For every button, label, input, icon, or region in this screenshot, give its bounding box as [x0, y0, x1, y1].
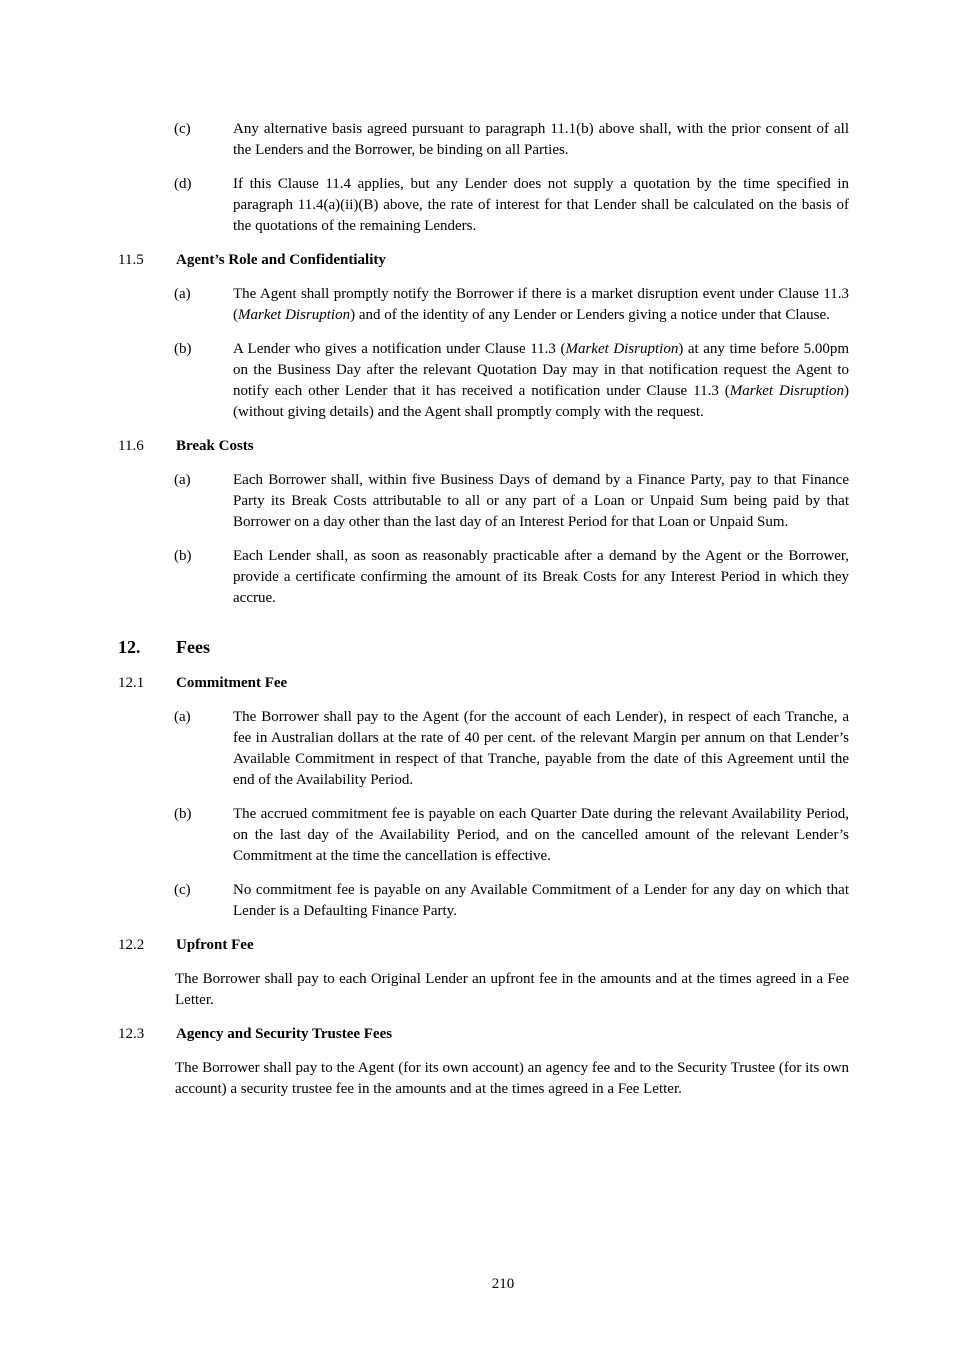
text-run: If this Clause 11.4 applies, but any Lender does not supply a quotation by the time specified in paragraph 11.4(a)(ii)(B) above, the rate of interest for that Lender shall be calculated on the basis of the quotations of the remaining Lenders. [233, 176, 849, 234]
clause-letter: (b) [174, 548, 192, 564]
text-run: The Agent shall promptly notify the Borrower if there is a market disruption event under Clause 11.3 ( [233, 286, 849, 323]
text-run: The Borrower shall pay to the Agent (for the account of each Lender), in respect of each Tranche, a fee in Australian dollars at the rate of 40 per cent. of the relevant Margin per annum on that Lender’s Available Commitment in respect of that Tranche, payable from the date of this Agreement until the end of the Availability Period. [233, 709, 849, 788]
clause-item [118, 707, 849, 791]
subsection-heading [118, 1024, 849, 1045]
defined-term-italic: Market Disruption [729, 383, 845, 399]
clause-text [233, 284, 849, 326]
clause-text [233, 880, 849, 922]
text-run: The accrued commitment fee is payable on each Quarter Date during the relevant Availability Period, on the last day of the Availability Period, and on the cancelled amount of the relevant Lender’s Commitment at the time the cancellation is effective. [233, 806, 849, 864]
section-heading-major [118, 635, 849, 660]
clause-item [118, 119, 849, 161]
subsection-heading [118, 250, 849, 271]
clause-letter: (d) [174, 176, 192, 192]
defined-term-italic: Market Disruption [238, 307, 351, 323]
subsection-number: 11.5 [118, 252, 144, 268]
clause-item [118, 284, 849, 326]
text-run: ) (without giving details) and the Agent shall promptly comply with the request. [233, 383, 850, 420]
page-number: 210 [491, 1276, 515, 1292]
clause-item [118, 339, 849, 423]
text-run: ) and of the identity of any Lender or Lenders giving a notice under that Clause. [350, 307, 830, 323]
text-run: No commitment fee is payable on any Available Commitment of a Lender for any day on which that Lender is a Defaulting Finance Party. [233, 882, 849, 919]
text-run: The Borrower shall pay to each Original Lender an upfront fee in the amounts and at the times agreed in a Fee Letter. [175, 971, 849, 1008]
clause-letter: (a) [174, 472, 191, 488]
body-paragraph [118, 1058, 849, 1100]
subsection-number: 12.1 [118, 675, 145, 691]
clause-letter: (b) [174, 341, 192, 357]
text-run: The Borrower shall pay to the Agent (for its own account) an agency fee and to the Security Trustee (for its own account) a security trustee fee in the amounts and at the times agreed in a Fee Letter. [175, 1060, 849, 1097]
subsection-number: 11.6 [118, 438, 144, 454]
clause-item [118, 880, 849, 922]
clause-text [233, 470, 849, 533]
clause-item [118, 804, 849, 867]
clause-text [233, 174, 849, 237]
clause-letter: (c) [174, 882, 191, 898]
paragraph-text [175, 1058, 849, 1100]
clause-text [233, 119, 849, 161]
body-paragraph [118, 969, 849, 1011]
clause-item [118, 546, 849, 609]
clause-item [118, 174, 849, 237]
paragraph-text [175, 969, 849, 1011]
clause-text [233, 339, 849, 423]
section-number: 12. [118, 637, 141, 657]
subsection-number: 12.2 [118, 937, 145, 953]
subsection-heading [118, 673, 849, 694]
clause-text [233, 546, 849, 609]
text-run: Any alternative basis agreed pursuant to paragraph 11.1(b) above shall, with the prior consent of all the Lenders and the Borrower, be binding on all Parties. [233, 121, 849, 158]
text-run: A Lender who gives a notification under Clause 11.3 ( [233, 341, 566, 357]
clause-text [233, 707, 849, 791]
page-footer [0, 1274, 966, 1295]
document-body [118, 119, 849, 1100]
clause-letter: (a) [174, 286, 191, 302]
subsection-title: Agent’s Role and Confidentiality [176, 252, 386, 268]
subsection-title: Upfront Fee [176, 937, 254, 953]
subsection-title: Agency and Security Trustee Fees [176, 1026, 393, 1042]
clause-text [233, 804, 849, 867]
subsection-heading [118, 935, 849, 956]
clause-letter: (a) [174, 709, 191, 725]
clause-letter: (c) [174, 121, 191, 137]
subsection-number: 12.3 [118, 1026, 145, 1042]
clause-letter: (b) [174, 806, 192, 822]
text-run: ) at any time before 5.00pm on the Business Day after the relevant Quotation Day may in that notification request the Agent to notify each other Lender that it has received a notification under Clause 11.3 ( [233, 341, 849, 399]
clause-item [118, 470, 849, 533]
text-run: Each Lender shall, as soon as reasonably practicable after a demand by the Agent or the Borrower, provide a certificate confirming the amount of its Break Costs for any Interest Period in which they accrue. [233, 548, 849, 606]
subsection-title: Commitment Fee [176, 675, 288, 691]
subsection-heading [118, 436, 849, 457]
subsection-title: Break Costs [176, 438, 254, 454]
text-run: Each Borrower shall, within five Business Days of demand by a Finance Party, pay to that Finance Party its Break Costs attributable to all or any part of a Loan or Unpaid Sum being paid by that Borrower on a day other than the last day of an Interest Period for that Loan or Unpaid Sum. [233, 472, 849, 530]
defined-term-italic: Market Disruption [565, 341, 679, 357]
section-title: Fees [176, 637, 210, 657]
